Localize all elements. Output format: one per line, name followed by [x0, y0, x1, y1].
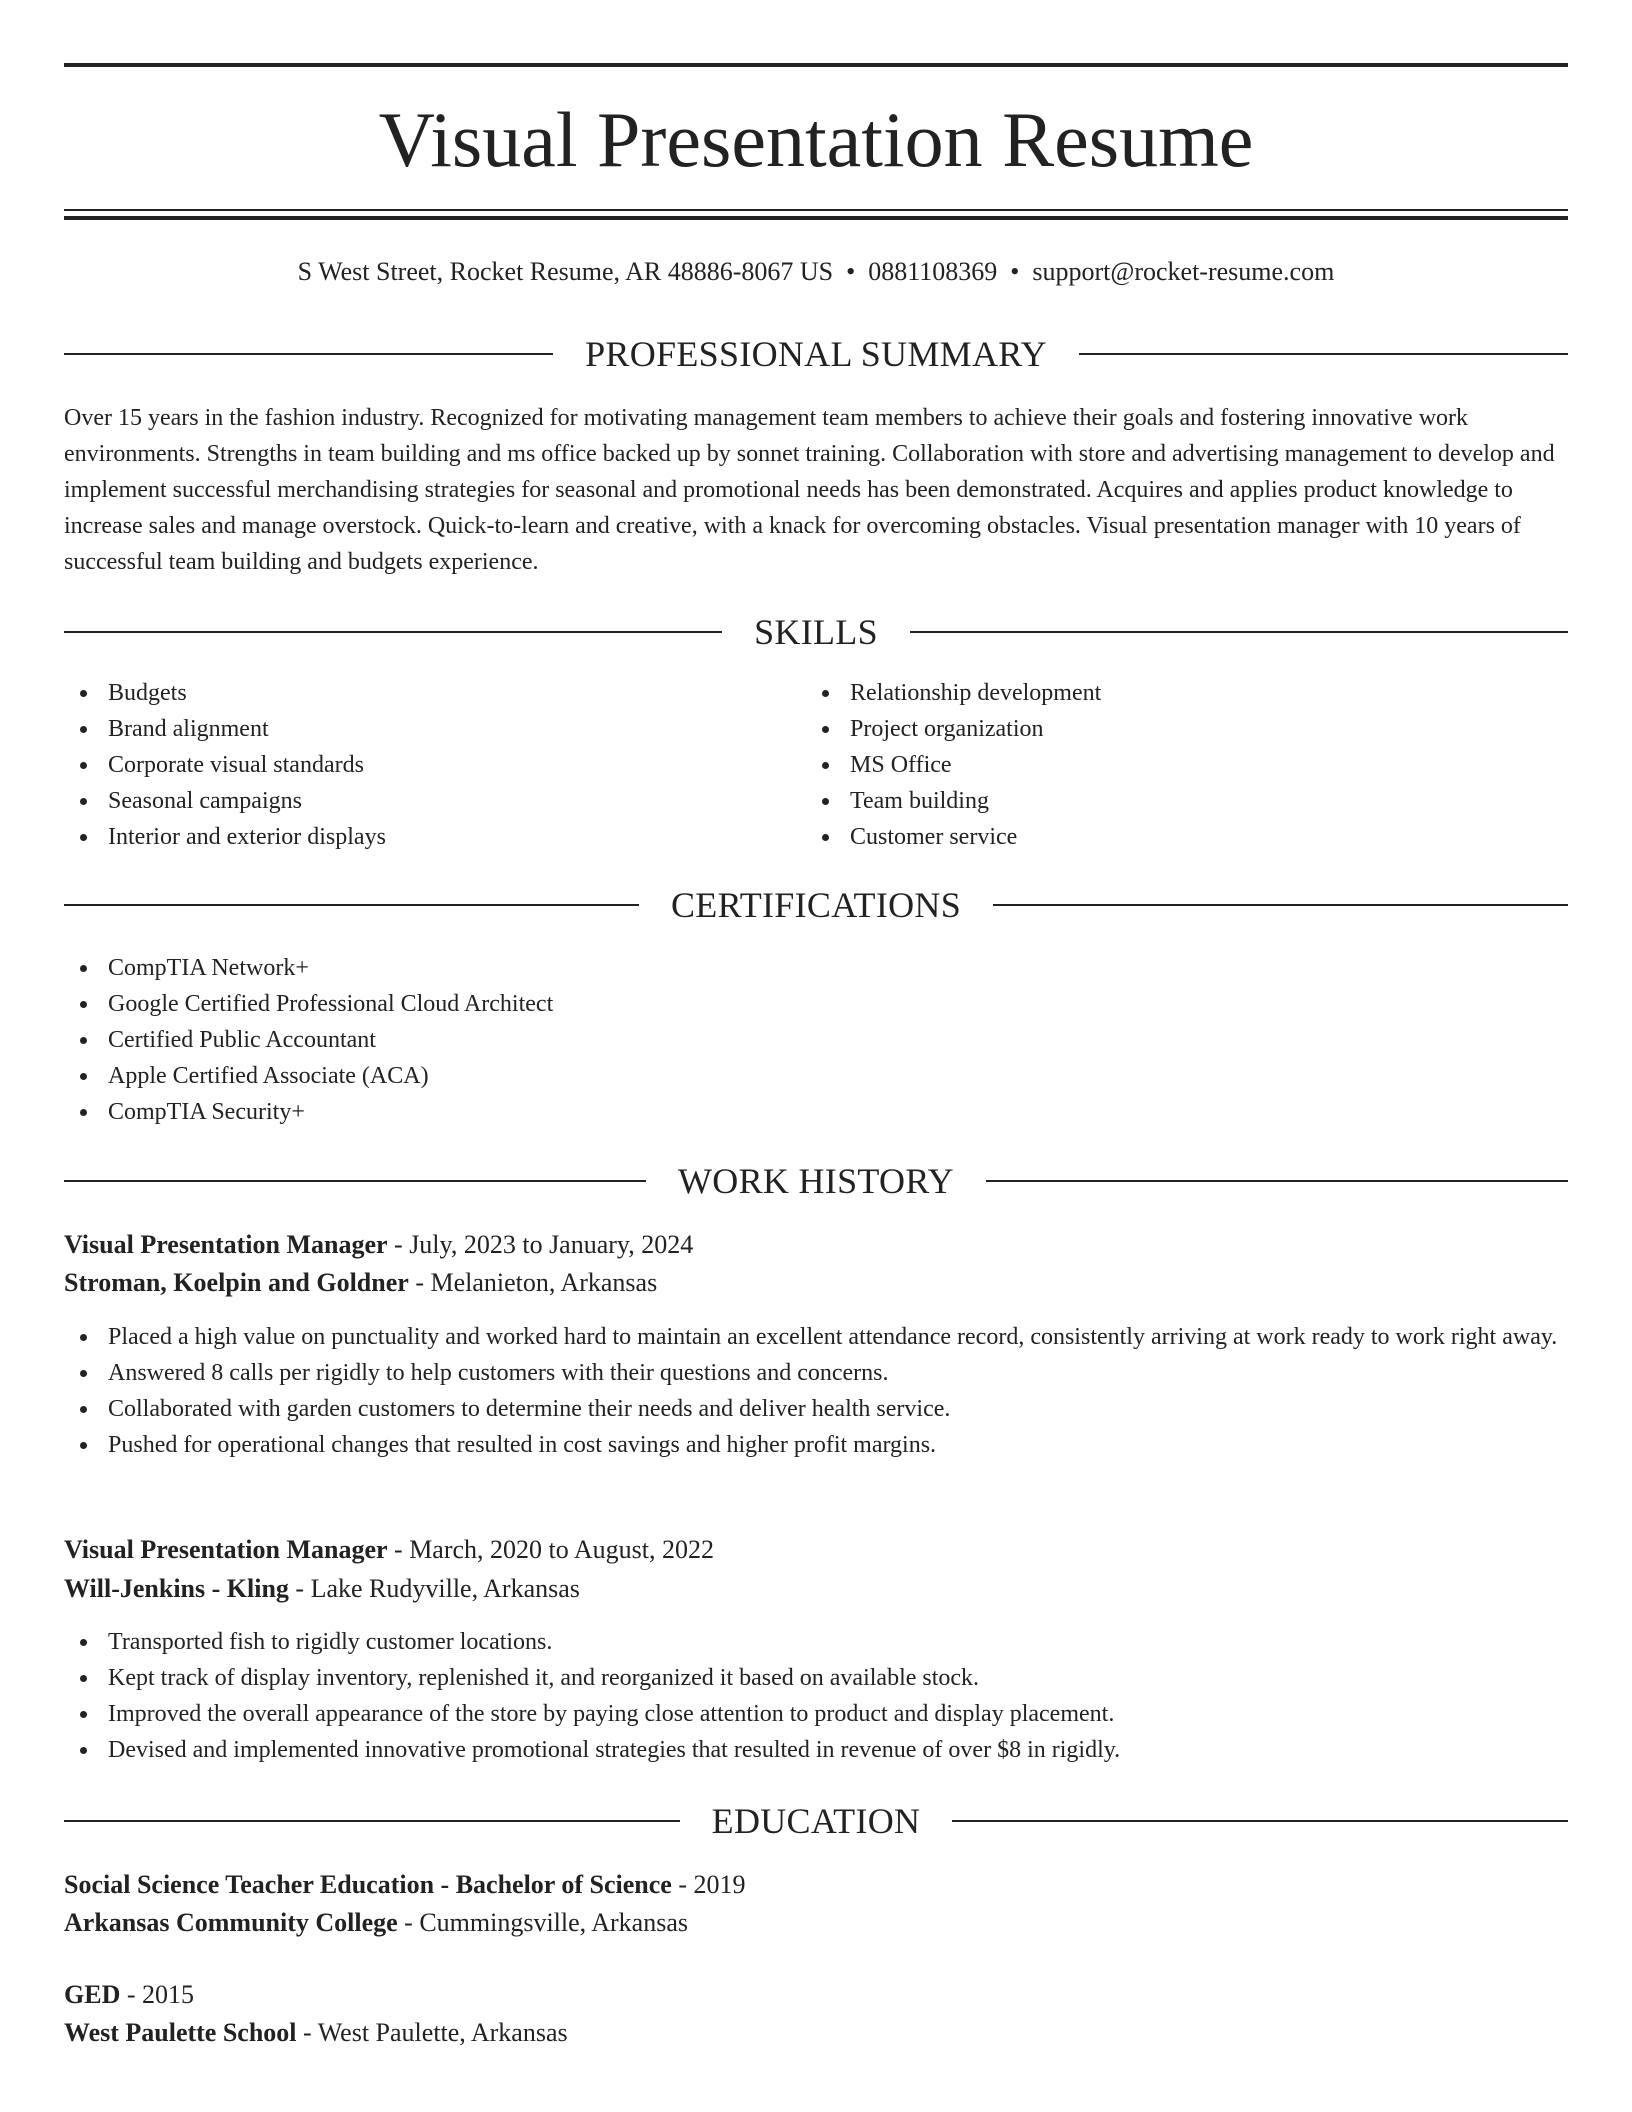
contact-email: support@rocket-resume.com — [1032, 257, 1335, 286]
contact-line — [64, 254, 1568, 290]
job-title-line — [64, 1531, 1568, 1569]
certification-item: CompTIA Security+ — [64, 1094, 1568, 1130]
skill-item: Team building — [806, 783, 1546, 819]
section-title-certifications: CERTIFICATIONS — [670, 885, 962, 925]
section-rule — [64, 631, 722, 633]
certifications-list — [64, 950, 1568, 1130]
education-school: Arkansas Community College — [64, 1908, 398, 1937]
job-location: - Lake Rudyville, Arkansas — [288, 1574, 580, 1603]
certification-item: CompTIA Network+ — [64, 950, 1568, 986]
section-rule — [64, 904, 639, 906]
summary-text: Over 15 years in the fashion industry. Recognized for motivating management team members to achieve their goals and fostering innovative work environments. Strengths in team building and ms office backed up by sonnet training. Collaboration with store and advertising management to develop and implement successful merchandising strategies for seasonal and promotional needs has been demonstrated. Acquires and applies product knowledge to increase sales and manage overstock. Quick-to-learn and creative, with a knack for overcoming obstacles. Visual presentation manager with 10 years of successful team building and budgets experience. — [64, 405, 1555, 575]
job-duty-item: Answered 8 calls per rigidly to help customers with their questions and concerns. — [64, 1355, 1570, 1391]
job-duty-item: Kept track of display inventory, replenished it, and reorganized it based on available stock. — [64, 1660, 1570, 1696]
contact-separator: • — [846, 257, 856, 286]
job-duty-item: Collaborated with garden customers to determine their needs and deliver health service. — [64, 1391, 1570, 1427]
certification-item: Apple Certified Associate (ACA) — [64, 1058, 1568, 1094]
section-rule — [993, 904, 1568, 906]
skill-item: Customer service — [806, 819, 1546, 855]
skill-item: MS Office — [806, 747, 1546, 783]
certification-item: Google Certified Professional Cloud Architect — [64, 986, 1568, 1022]
job-duties-list — [64, 1624, 1570, 1768]
education-location: - West Paulette, Arkansas — [296, 2018, 568, 2047]
section-rule — [64, 1820, 680, 1822]
job-dates: - March, 2020 to August, 2022 — [387, 1535, 714, 1564]
education-school: West Paulette School — [64, 2018, 297, 2047]
job-location: - Melanieton, Arkansas — [408, 1268, 658, 1297]
header-bottom-rule-thick — [64, 216, 1568, 220]
education-degree-line — [64, 1866, 1568, 1904]
section-header-work-history — [64, 1159, 1568, 1203]
job-duty-item: Transported fish to rigidly customer locations. — [64, 1624, 1570, 1660]
job-duty-item: Placed a high value on punctuality and worked hard to maintain an excellent attendance record, consistently arriving at work ready to work right away. — [64, 1319, 1570, 1355]
skill-item: Corporate visual standards — [64, 747, 804, 783]
job-duty-item: Improved the overall appearance of the store by paying close attention to product and display placement. — [64, 1696, 1570, 1732]
section-header-certifications — [64, 883, 1568, 927]
job-duties-list — [64, 1319, 1570, 1463]
job-company: Stroman, Koelpin and Goldner — [64, 1268, 409, 1297]
section-rule — [1079, 353, 1568, 355]
resume-title: Visual Presentation Resume — [378, 96, 1254, 183]
job-duty-item: Pushed for operational changes that resulted in cost savings and higher profit margins. — [64, 1427, 1570, 1463]
job-dates: - July, 2023 to January, 2024 — [387, 1230, 694, 1259]
section-rule — [910, 631, 1568, 633]
contact-address: S West Street, Rocket Resume, AR 48886-8067 US — [297, 257, 834, 286]
education-degree: Social Science Teacher Education - Bachelor of Science — [64, 1870, 672, 1899]
section-title-skills: SKILLS — [754, 612, 878, 652]
header-top-rule — [64, 63, 1568, 67]
education-school-line — [64, 2014, 1568, 2052]
section-rule — [952, 1820, 1568, 1822]
skills-list-right — [806, 675, 1546, 855]
education-school-line — [64, 1904, 1568, 1942]
contact-phone: 0881108369 — [868, 257, 998, 286]
job-title: Visual Presentation Manager — [64, 1230, 388, 1259]
skill-item: Project organization — [806, 711, 1546, 747]
skill-item: Brand alignment — [64, 711, 804, 747]
header-bottom-rule-thin — [64, 209, 1568, 211]
job-title-line — [64, 1226, 1568, 1264]
section-rule — [986, 1180, 1568, 1182]
job-title: Visual Presentation Manager — [64, 1535, 388, 1564]
section-header-summary — [64, 332, 1568, 376]
education-year: - 2019 — [671, 1870, 746, 1899]
education-degree-line — [64, 1976, 1568, 2014]
section-title-education: EDUCATION — [711, 1801, 921, 1841]
section-title-summary: PROFESSIONAL SUMMARY — [585, 334, 1047, 374]
education-degree: GED — [64, 1980, 121, 2009]
section-rule — [64, 353, 553, 355]
education-year: - 2015 — [120, 1980, 195, 2009]
skill-item: Interior and exterior displays — [64, 819, 804, 855]
job-company: Will-Jenkins - Kling — [64, 1574, 289, 1603]
skill-item: Budgets — [64, 675, 804, 711]
skill-item: Relationship development — [806, 675, 1546, 711]
section-rule — [64, 1180, 646, 1182]
contact-separator: • — [1010, 257, 1020, 286]
skill-item: Seasonal campaigns — [64, 783, 804, 819]
job-company-line — [64, 1570, 1568, 1608]
section-header-skills — [64, 610, 1568, 654]
skills-list-left — [64, 675, 804, 855]
section-header-education — [64, 1799, 1568, 1843]
job-company-line — [64, 1264, 1568, 1302]
section-title-work-history: WORK HISTORY — [678, 1161, 954, 1201]
certification-item: Certified Public Accountant — [64, 1022, 1568, 1058]
education-location: - Cummingsville, Arkansas — [397, 1908, 688, 1937]
job-duty-item: Devised and implemented innovative promotional strategies that resulted in revenue of over $8 in rigidly. — [64, 1732, 1570, 1768]
